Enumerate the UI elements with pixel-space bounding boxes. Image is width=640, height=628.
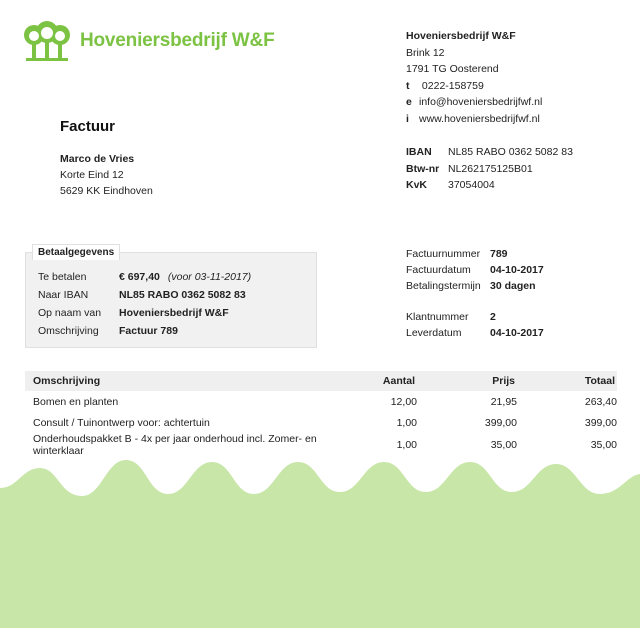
item-quantity: 1,00 <box>396 416 417 429</box>
item-quantity: 12,00 <box>390 395 417 408</box>
payment-row <box>38 304 251 322</box>
company-street: Brink 12 <box>406 46 445 59</box>
column-header-total: Totaal <box>517 371 617 391</box>
bank-value: 37054004 <box>448 179 495 191</box>
meta-label: Leverdatum <box>406 327 462 339</box>
payment-label: Te betalen <box>38 271 87 283</box>
payment-amount: € 697,40 <box>119 271 160 283</box>
meta-row <box>406 325 544 341</box>
payment-row <box>38 268 251 286</box>
payment-label: Naar IBAN <box>38 289 89 301</box>
payment-box-title: Betaalgegevens <box>32 244 120 260</box>
payment-iban: NL85 RABO 0362 5082 83 <box>119 289 246 301</box>
item-total: 263,40 <box>584 395 617 408</box>
wave-shape <box>0 460 640 628</box>
meta-row <box>406 278 544 294</box>
item-total: 399,00 <box>584 416 617 429</box>
bank-value: NL85 RABO 0362 5082 83 <box>448 146 573 158</box>
company-phone <box>406 78 542 95</box>
item-quantity: 1,00 <box>396 439 417 451</box>
meta-label: Betalingstermijn <box>406 280 481 292</box>
trees-icon <box>22 20 72 62</box>
client-address <box>60 151 153 199</box>
meta-row <box>406 309 544 325</box>
payment-label: Omschrijving <box>38 325 99 337</box>
phone-value: 0222-158759 <box>421 79 484 92</box>
payment-term: 30 dagen <box>490 280 536 292</box>
item-description: Bomen en planten <box>33 395 119 408</box>
bank-label: KvK <box>406 179 428 191</box>
company-city: 1791 TG Oosterend <box>406 63 499 75</box>
meta-label: Factuurnummer <box>406 248 481 260</box>
payment-recipient: Hoveniersbedrijf W&F <box>119 307 229 319</box>
document-title: Factuur <box>60 118 116 135</box>
client-street: Korte Eind 12 <box>60 169 124 181</box>
bank-row-kvk <box>406 177 573 194</box>
meta-label: Klantnummer <box>406 311 469 323</box>
item-description: Onderhoudspakket B - 4x per jaar onderhoud incl. Zomer- en winterklaar <box>33 433 317 457</box>
email-label: e <box>406 96 412 108</box>
item-price: 35,00 <box>490 439 517 451</box>
item-total: 35,00 <box>590 439 617 451</box>
client-name: Marco de Vries <box>60 153 135 165</box>
invoice-meta <box>406 246 544 341</box>
client-city: 5629 KK Eindhoven <box>60 185 153 197</box>
decorative-wave <box>0 440 640 628</box>
email-value[interactable]: info@hoveniersbedrijfwf.nl <box>419 96 543 108</box>
column-header-description: Omschrijving <box>25 371 337 391</box>
payment-details <box>38 268 251 340</box>
item-price: 399,00 <box>484 416 517 429</box>
company-logo <box>22 20 274 62</box>
bank-details <box>406 144 573 194</box>
table-row <box>25 391 617 412</box>
company-name: Hoveniersbedrijf W&F <box>406 30 516 42</box>
bank-label: Btw-nr <box>406 162 440 175</box>
column-header-quantity: Aantal <box>337 371 417 391</box>
payment-label: Op naam van <box>38 307 102 319</box>
payment-reference: Factuur 789 <box>119 325 178 337</box>
web-value[interactable]: www.hoveniersbedrijfwf.nl <box>419 112 540 125</box>
bank-row-btw <box>406 161 573 178</box>
company-web <box>406 111 542 128</box>
table-header-row <box>25 371 617 391</box>
company-email <box>406 94 542 111</box>
invoice-number: 789 <box>490 248 508 260</box>
item-description: Consult / Tuinontwerp voor: achtertuin <box>33 416 210 429</box>
payment-row <box>38 286 251 304</box>
bank-value: NL262175125B01 <box>448 162 533 175</box>
table-row <box>25 412 617 433</box>
payment-due-note: (voor 03-11-2017) <box>167 271 252 283</box>
phone-label: t <box>406 79 410 92</box>
customer-number: 2 <box>490 311 496 323</box>
bank-label: IBAN <box>406 146 432 158</box>
meta-row <box>406 262 544 278</box>
delivery-date: 04-10-2017 <box>490 327 544 339</box>
bank-row-iban <box>406 144 573 161</box>
column-header-price: Prijs <box>417 371 517 391</box>
meta-label: Factuurdatum <box>406 264 471 276</box>
invoice-date: 04-10-2017 <box>490 264 544 276</box>
payment-row <box>38 322 251 340</box>
company-address <box>406 28 542 127</box>
brand-name: Hoveniersbedrijf W&F <box>80 30 275 51</box>
item-price: 21,95 <box>490 395 517 408</box>
web-label: i <box>406 112 409 125</box>
meta-row <box>406 246 544 262</box>
